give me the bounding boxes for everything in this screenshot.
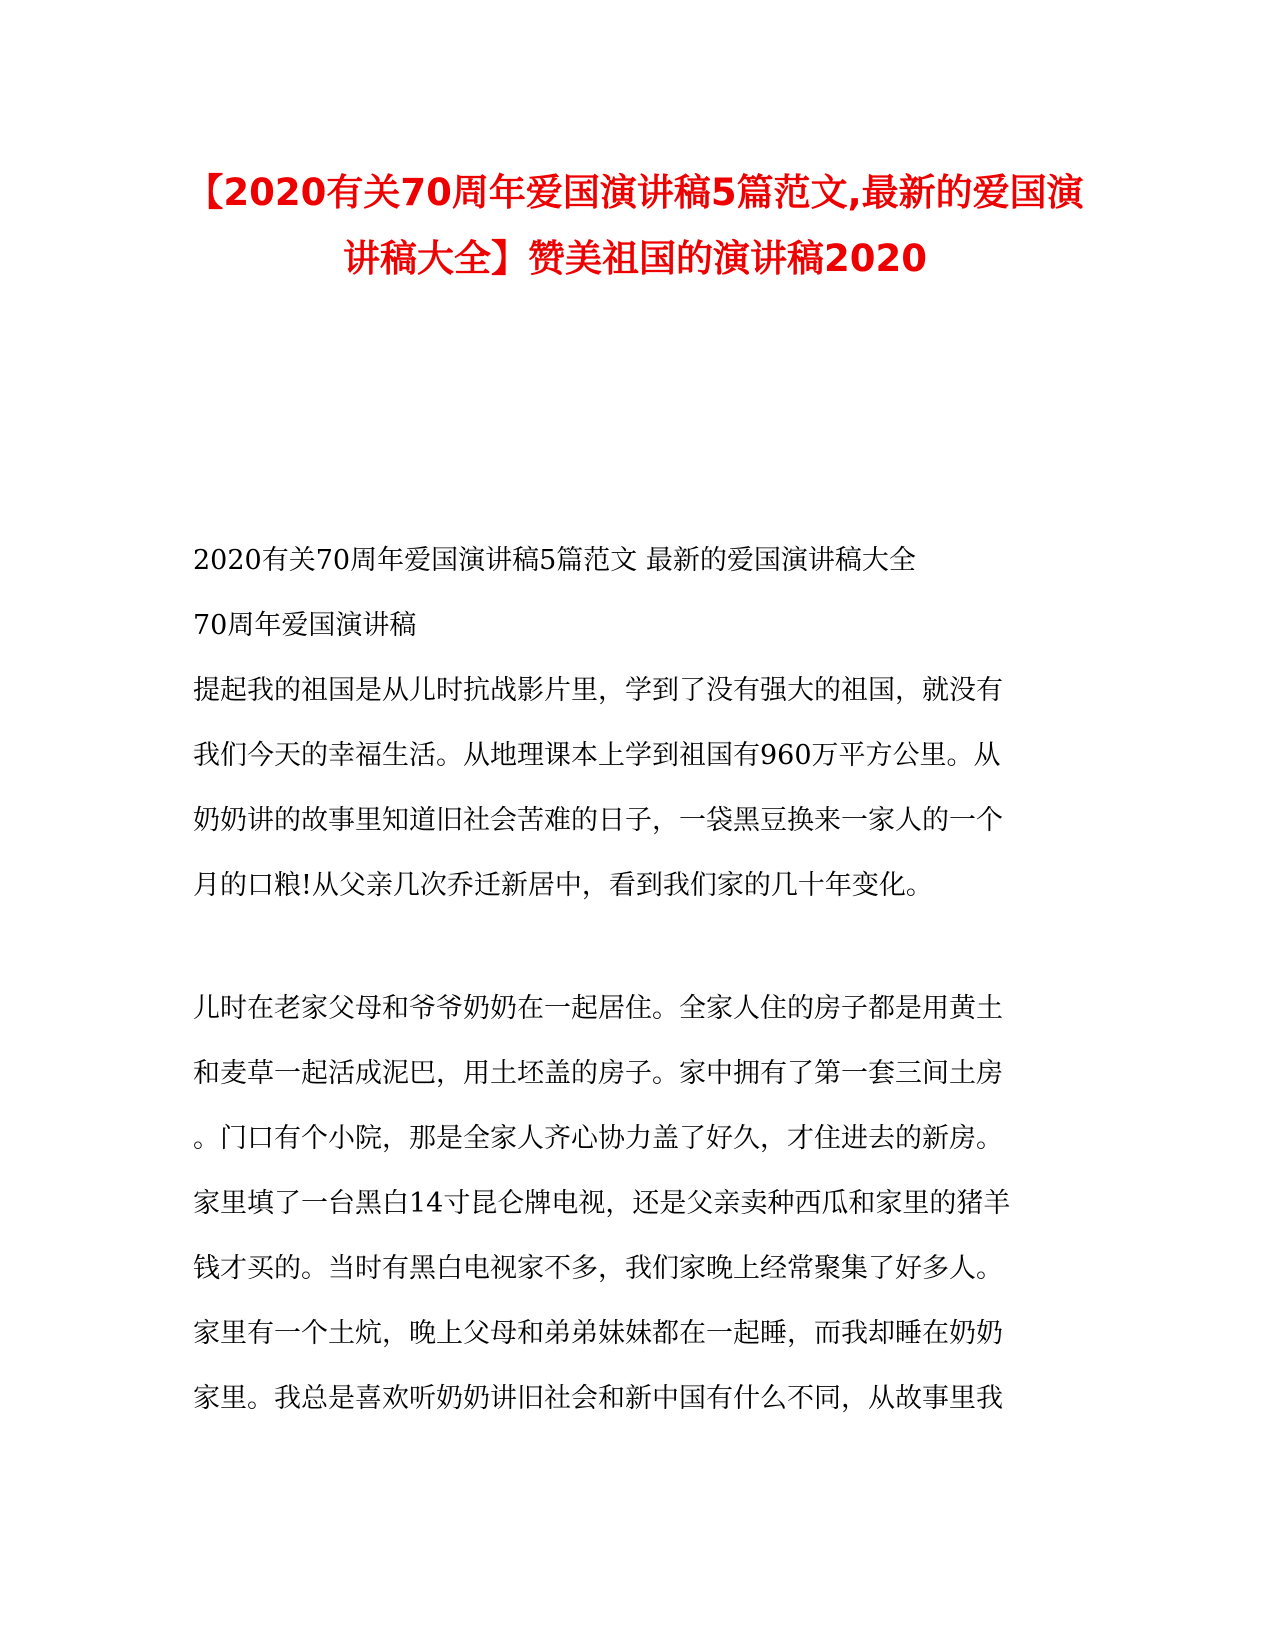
section-heading: 70周年爱国演讲稿 [193, 610, 417, 641]
document-title [180, 160, 1090, 292]
paragraph-2-line: 钱才买的。当时有黑白电视家不多，我们家晚上经常聚集了好多人。 [193, 1253, 1003, 1284]
paragraph-1-line: 奶奶讲的故事里知道旧社会苦难的日子，一袋黑豆换来一家人的一个 [193, 805, 1003, 836]
title-line-2: 讲稿大全】赞美祖国的演讲稿2020 [343, 237, 927, 280]
paragraph-2-line: 家里有一个土炕，晚上父母和弟弟妹妹都在一起睡，而我却睡在奶奶 [193, 1318, 1003, 1349]
paragraph-2-line: 家里填了一台黑白14寸昆仑牌电视，还是父亲卖种西瓜和家里的猪羊 [193, 1188, 1011, 1219]
title-line-1: 【2020有关70周年爱国演讲稿5篇范文,最新的爱国演 [186, 171, 1084, 214]
paragraph-1-line: 我们今天的幸福生活。从地理课本上学到祖国有960万平方公里。从 [193, 740, 1001, 771]
paragraph-2 [193, 976, 1073, 1431]
paragraph-spacer [193, 918, 1073, 976]
paragraph-2-line: 家里。我总是喜欢听奶奶讲旧社会和新中国有什么不同，从故事里我 [193, 1383, 1003, 1414]
paragraph-2-line: 儿时在老家父母和爷爷奶奶在一起居住。全家人住的房子都是用黄土 [193, 993, 1003, 1024]
subtitle: 2020有关70周年爱国演讲稿5篇范文 最新的爱国演讲稿大全 [193, 545, 916, 576]
paragraph-1 [193, 658, 1073, 918]
paragraph-2-line: 和麦草一起活成泥巴，用土坯盖的房子。家中拥有了第一套三间土房 [193, 1058, 1003, 1089]
paragraph-2-line: 。门口有个小院，那是全家人齐心协力盖了好久，才住进去的新房。 [193, 1123, 1003, 1154]
document-body [193, 528, 1073, 1431]
paragraph-1-line: 提起我的祖国是从儿时抗战影片里，学到了没有强大的祖国，就没有 [193, 675, 1003, 706]
paragraph-1-line: 月的口粮!从父亲几次乔迁新居中，看到我们家的几十年变化。 [193, 870, 933, 901]
